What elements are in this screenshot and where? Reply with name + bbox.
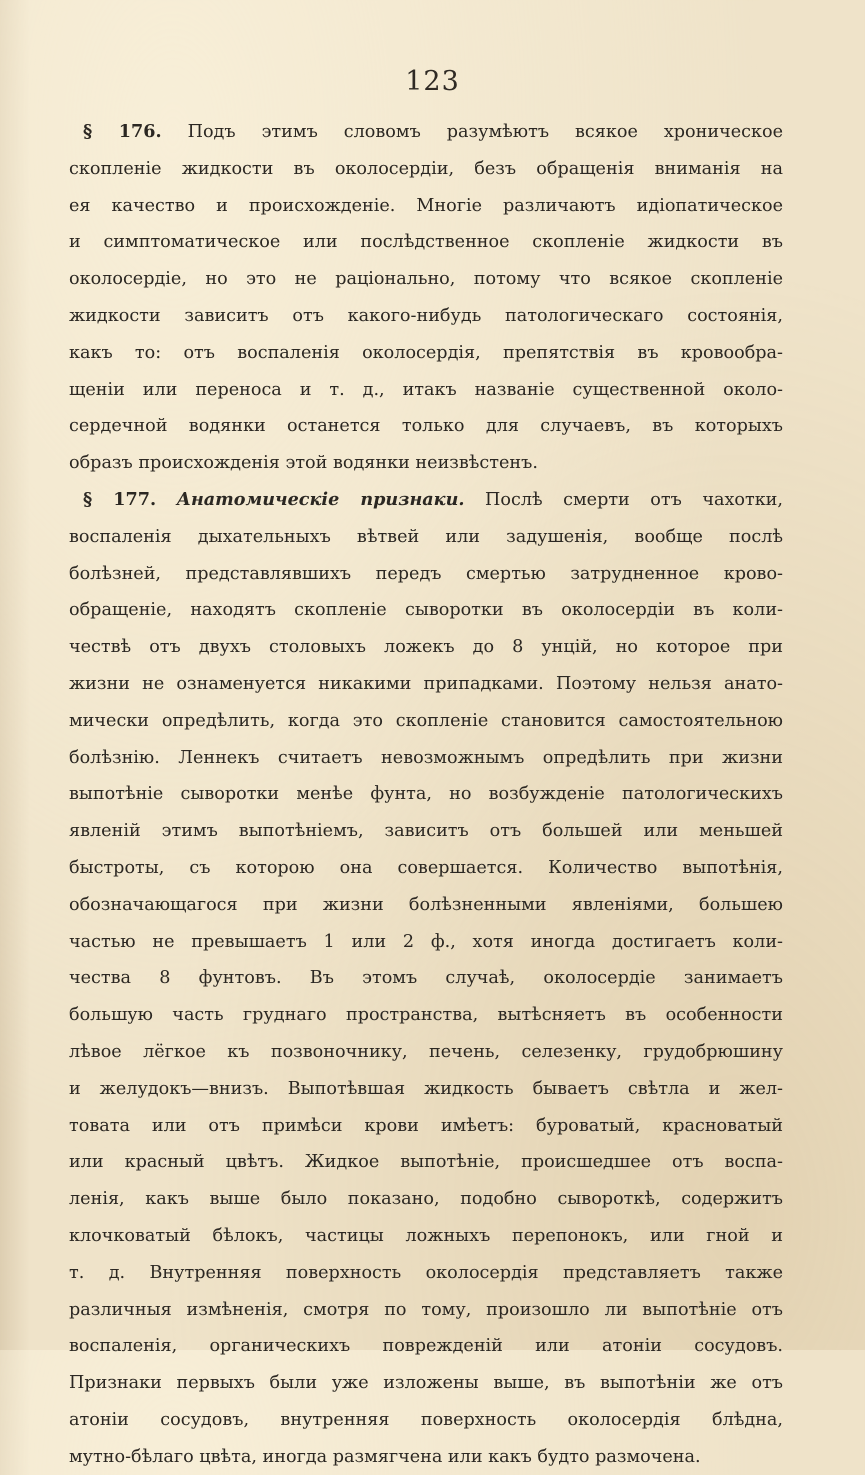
text-line: выпотѣніе сыворотки менѣе фунта, но возбужденіе патологическихъ [69,784,783,805]
section-heading: Анатомическіе признаки. [176,488,465,510]
text-line: и желудокъ—внизъ. Выпотѣвшая жидкость бываетъ свѣтла и жел- [69,1078,783,1099]
text-line: § 176. Подъ этимъ словомъ разумѣютъ всякое хроническое [83,121,783,142]
text-line: т. д. Внутренняя поверхность околосердія представляетъ также [69,1262,783,1283]
text-line: явленій этимъ выпотѣніемъ, зависитъ отъ большей или меньшей [69,821,783,842]
text-line: и симптоматическое или послѣдственное скопленіе жидкости въ [69,232,783,253]
text-line: чества 8 фунтовъ. Въ этомъ случаѣ, околосердіе занимаетъ [69,968,783,989]
text-line: ленія, какъ выше было показано, подобно сывороткѣ, содержитъ [69,1189,783,1210]
text-line: обозначающагося при жизни болѣзненными явленіями, большею [69,894,783,915]
text-line: различныя измѣненія, смотря по тому, произошло ли выпотѣніе отъ [69,1299,783,1320]
page-number: 123 [405,66,460,97]
text-line: быстроты, съ которою она совершается. Количество выпотѣнія, [69,857,783,878]
text-line: или красный цвѣтъ. Жидкое выпотѣніе, происшедшее отъ воспа- [69,1152,783,1173]
section-number: § 177. [83,488,157,510]
text-line: какъ то: отъ воспаленія околосердія, препятствія въ кровообра- [69,342,783,363]
text-line: лѣвое лёгкое къ позвоночнику, печень, селезенку, грудобрюшину [69,1041,783,1062]
text-line: § 177. Анатомическіе признаки. Послѣ смерти отъ чахотки, [83,488,783,510]
text-line: сердечной водянки останется только для случаевъ, въ которыхъ [69,416,783,437]
text-line: обращеніе, находятъ скопленіе сыворотки въ околосердіи въ коли- [69,600,783,621]
text-line: болѣзней, представлявшихъ передъ смертью затрудненное крово- [69,563,783,584]
text-line: воспаленія дыхательныхъ вѣтвей или задушенія, вообще послѣ [69,526,783,547]
text-line: жизни не ознаменуется никакими припадками. Поэтому нельзя анато- [69,673,783,694]
text-line: товата или отъ примѣси крови имѣетъ: буроватый, красноватый [69,1115,783,1136]
text-line: образъ происхожденія этой водянки неизвѣстенъ. [69,453,538,474]
text-line: частью не превышаетъ 1 или 2 ф., хотя иногда достигаетъ коли- [69,931,783,952]
text-line: большую часть груднаго пространства, вытѣсняетъ въ особенности [69,1005,783,1026]
text-line: ея качество и происхожденіе. Многіе различаютъ идіопатическое [69,195,783,216]
text-line: жидкости зависитъ отъ какого-нибудь патологическаго состоянія, [69,305,783,326]
text-line: Признаки первыхъ были уже изложены выше, въ выпотѣніи же отъ [69,1373,783,1394]
text-line: щеніи или переноса и т. д., итакъ названіе существенной около- [69,379,783,400]
section-number: § 176. [83,121,162,142]
text-line: околосердіе, но это не раціонально, потому что всякое скопленіе [69,269,783,290]
text-line: мически опредѣлить, когда это скопленіе становится самостоятельною [69,710,783,731]
text-line: чествѣ отъ двухъ столовыхъ ложекъ до 8 унцій, но которое при [69,637,783,658]
text-line: болѣзнію. Леннекъ считаетъ невозможнымъ опредѣлить при жизни [69,747,783,768]
text-line: скопленіе жидкости въ околосердіи, безъ обращенія вниманія на [69,158,783,179]
text-line: воспаленія, органическихъ поврежденій или атоніи сосудовъ. [69,1336,783,1357]
body-text [69,114,783,1475]
text-line: клочковатый бѣлокъ, частицы ложныхъ перепонокъ, или гной и [69,1225,783,1246]
text-line: мутно-бѣлаго цвѣта, иногда размягчена или какъ будто размочена. [69,1446,701,1467]
text-line: атоніи сосудовъ, внутренняя поверхность околосердія блѣдна, [69,1409,783,1430]
